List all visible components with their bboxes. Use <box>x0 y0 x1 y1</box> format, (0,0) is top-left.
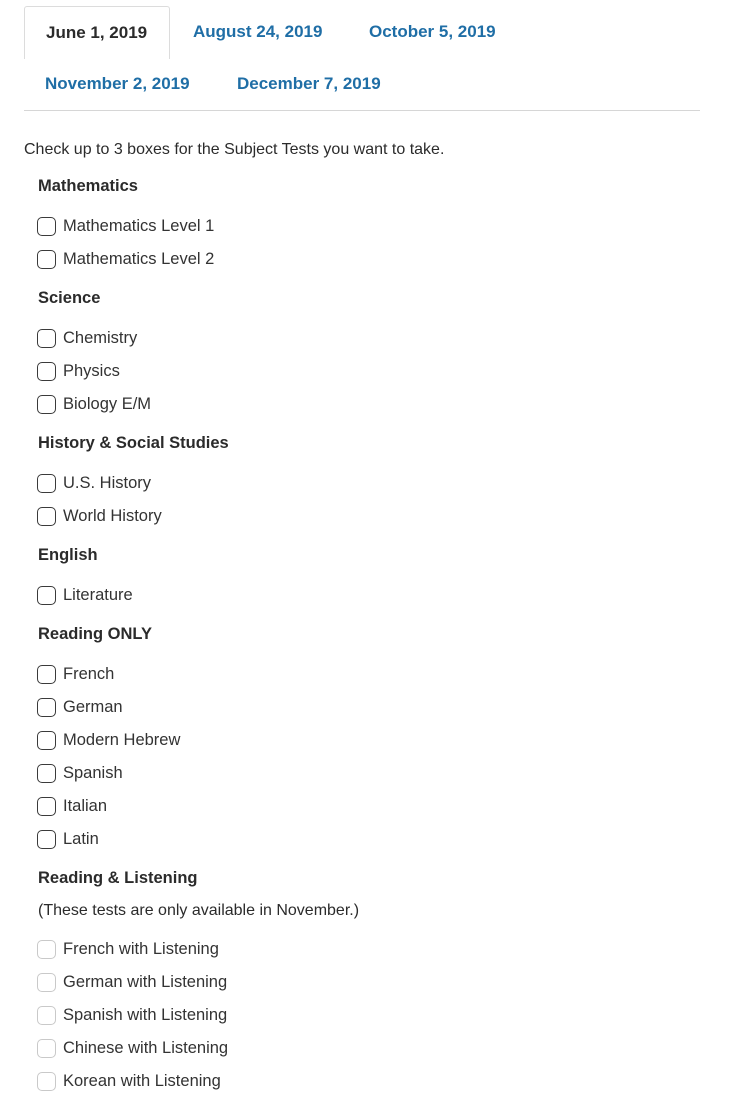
option-german[interactable] <box>37 695 123 719</box>
checkbox[interactable] <box>37 665 56 684</box>
checkbox[interactable] <box>37 830 56 849</box>
section-heading-reading-listening: Reading & Listening <box>38 869 198 887</box>
section-heading-history-social-studies: History & Social Studies <box>38 434 229 452</box>
instructions-text: Check up to 3 boxes for the Subject Tests you want to take. <box>24 141 445 158</box>
option-label: Mathematics Level 1 <box>63 217 215 235</box>
option-mathematics-level-1[interactable] <box>37 214 214 238</box>
option-label: French with Listening <box>63 940 219 958</box>
option-label: Physics <box>63 362 120 380</box>
option-literature[interactable] <box>37 583 133 607</box>
option-world-history[interactable] <box>37 504 162 528</box>
checkbox[interactable] <box>37 329 56 348</box>
option-physics[interactable] <box>37 359 120 383</box>
checkbox <box>37 1072 56 1091</box>
checkbox[interactable] <box>37 764 56 783</box>
option-chinese-with-listening <box>37 1036 228 1060</box>
checkbox[interactable] <box>37 250 56 269</box>
option-us-history[interactable] <box>37 471 151 495</box>
checkbox[interactable] <box>37 507 56 526</box>
option-label: World History <box>63 507 162 525</box>
tab-december-7-2019[interactable]: December 7, 2019 <box>237 74 381 93</box>
section-heading-reading-only: Reading ONLY <box>38 625 152 643</box>
option-label: German with Listening <box>63 973 228 991</box>
option-german-with-listening <box>37 970 227 994</box>
option-label: U.S. History <box>63 474 152 492</box>
option-label: Chemistry <box>63 329 138 347</box>
availability-note: (These tests are only available in November.) <box>38 902 360 919</box>
checkbox[interactable] <box>37 395 56 414</box>
option-spanish[interactable] <box>37 761 123 785</box>
option-label: Spanish <box>63 764 123 782</box>
checkbox[interactable] <box>37 797 56 816</box>
option-mathematics-level-2[interactable] <box>37 247 214 271</box>
checkbox <box>37 940 56 959</box>
section-heading-science: Science <box>38 289 101 307</box>
option-french-with-listening <box>37 937 219 961</box>
option-french[interactable] <box>37 662 114 686</box>
option-label: French <box>63 665 115 683</box>
option-label: Korean with Listening <box>63 1072 221 1090</box>
option-label: Modern Hebrew <box>63 731 181 749</box>
checkbox <box>37 1039 56 1058</box>
option-chemistry[interactable] <box>37 326 137 350</box>
checkbox[interactable] <box>37 217 56 236</box>
option-italian[interactable] <box>37 794 107 818</box>
option-korean-with-listening <box>37 1069 221 1093</box>
section-heading-mathematics: Mathematics <box>38 177 138 195</box>
option-label: Chinese with Listening <box>63 1039 229 1057</box>
section-heading-english: English <box>38 546 98 564</box>
checkbox[interactable] <box>37 698 56 717</box>
tab-august-24-2019[interactable]: August 24, 2019 <box>193 22 323 41</box>
tab-october-5-2019[interactable]: October 5, 2019 <box>369 22 496 41</box>
option-label: Italian <box>63 797 108 815</box>
option-spanish-with-listening <box>37 1003 227 1027</box>
checkbox[interactable] <box>37 474 56 493</box>
tab-november-2-2019[interactable]: November 2, 2019 <box>45 74 190 93</box>
checkbox <box>37 973 56 992</box>
option-modern-hebrew[interactable] <box>37 728 180 752</box>
option-label: Latin <box>63 830 99 848</box>
checkbox[interactable] <box>37 362 56 381</box>
option-latin[interactable] <box>37 827 99 851</box>
option-label: German <box>63 698 123 716</box>
test-date-tabs <box>24 6 700 111</box>
option-label: Biology E/M <box>63 395 152 413</box>
option-label: Spanish with Listening <box>63 1006 228 1024</box>
option-biology-em[interactable] <box>37 392 151 416</box>
checkbox <box>37 1006 56 1025</box>
option-label: Literature <box>63 586 133 604</box>
option-label: Mathematics Level 2 <box>63 250 215 268</box>
checkbox[interactable] <box>37 586 56 605</box>
tab-june-1-2019[interactable]: June 1, 2019 <box>24 6 170 59</box>
checkbox[interactable] <box>37 731 56 750</box>
